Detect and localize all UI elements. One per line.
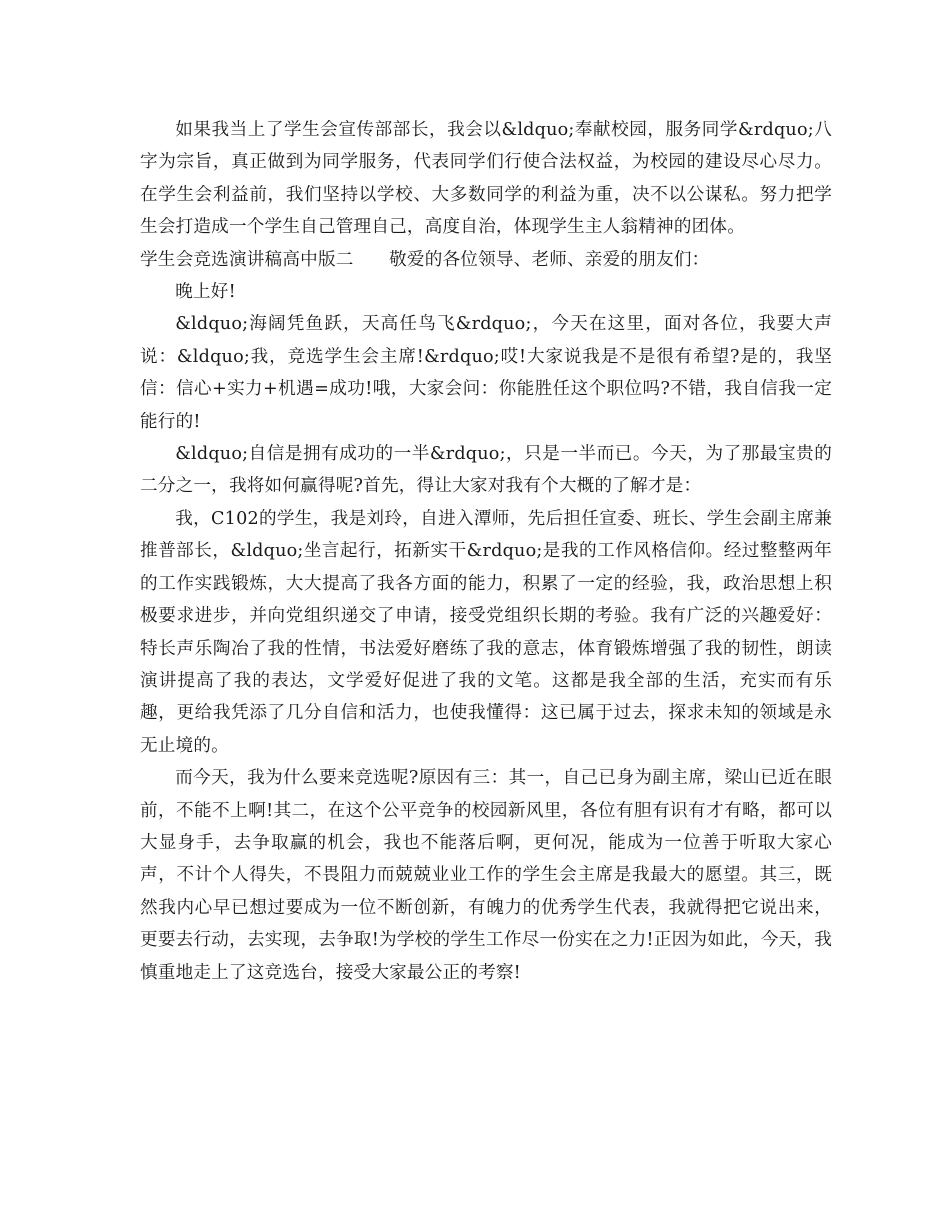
paragraph-2-heading: 学生会竞选演讲稿高中版二 敬爱的各位领导、老师、亲爱的朋友们： xyxy=(140,249,710,270)
paragraph-3: 晚上好! xyxy=(175,282,236,303)
document-body xyxy=(140,114,832,989)
paragraph-5: &ldquo;自信是拥有成功的一半&rdquo;，只是一半而已。今天，为了那最宝贵的二分之一，我将如何赢得呢?首先，得让大家对我有个大概的了解才是： xyxy=(140,444,832,497)
paragraph-6: 我，C102的学生，我是刘玲，自进入潭师，先后担任宣委、班长、学生会副主席兼推普部长，&ldquo;坐言起行，拓新实干&rdquo;是我的工作风格信仰。经过整整两年的工作实践锻炼，大大提高了我各方面的能力，积累了一定的经验，我，政治思想上积极要求进步，并向党组织递交了申请，接受党组织长期的考验。我有广泛的兴趣爱好：特长声乐陶冶了我的性情，书法爱好磨练了我的意志，体育锻炼增强了我的韧性，朗读演讲提高了我的表达，文学爱好促进了我的文笔。这都是我全部的生活，充实而有乐趣，更给我凭添了几分自信和活力，也使我懂得：这已属于过去，探求未知的领域是永无止境的。 xyxy=(140,508,832,756)
paragraph-7: 而今天，我为什么要来竞选呢?原因有三：其一，自己已身为副主席，梁山已近在眼前，不能不上啊!其二，在这个公平竞争的校园新风里，各位有胆有识有才有略，都可以大显身手，去争取赢的机会，我也不能落后啊，更何况，能成为一位善于听取大家心声，不计个人得失，不畏阻力而兢兢业业工作的学生会主席是我最大的愿望。其三，既然我内心早已想过要成为一位不断创新，有魄力的优秀学生代表，我就得把它说出来，更要去行动，去实现，去争取!为学校的学生工作尽一份实在之力!正因为如此，今天，我慎重地走上了这竞选台，接受大家最公正的考察! xyxy=(140,768,832,983)
paragraph-1: 如果我当上了学生会宣传部部长，我会以&ldquo;奉献校园，服务同学&rdquo;八字为宗旨，真正做到为同学服务，代表同学们行使合法权益，为校园的建设尽心尽力。在学生会利益前，我们坚持以学校、大多数同学的利益为重，决不以公谋私。努力把学生会打造成一个学生自己管理自己，高度自治，体现学生主人翁精神的团体。 xyxy=(140,120,832,238)
paragraph-4: &ldquo;海阔凭鱼跃，天高任鸟飞&rdquo;，今天在这里，面对各位，我要大声说：&ldquo;我，竞选学生会主席!&rdquo;哎!大家说我是不是很有希望?是的，我坚信：信心+实力+机遇=成功!哦，大家会问：你能胜任这个职位吗?不错，我自信我一定能行的! xyxy=(140,314,832,432)
